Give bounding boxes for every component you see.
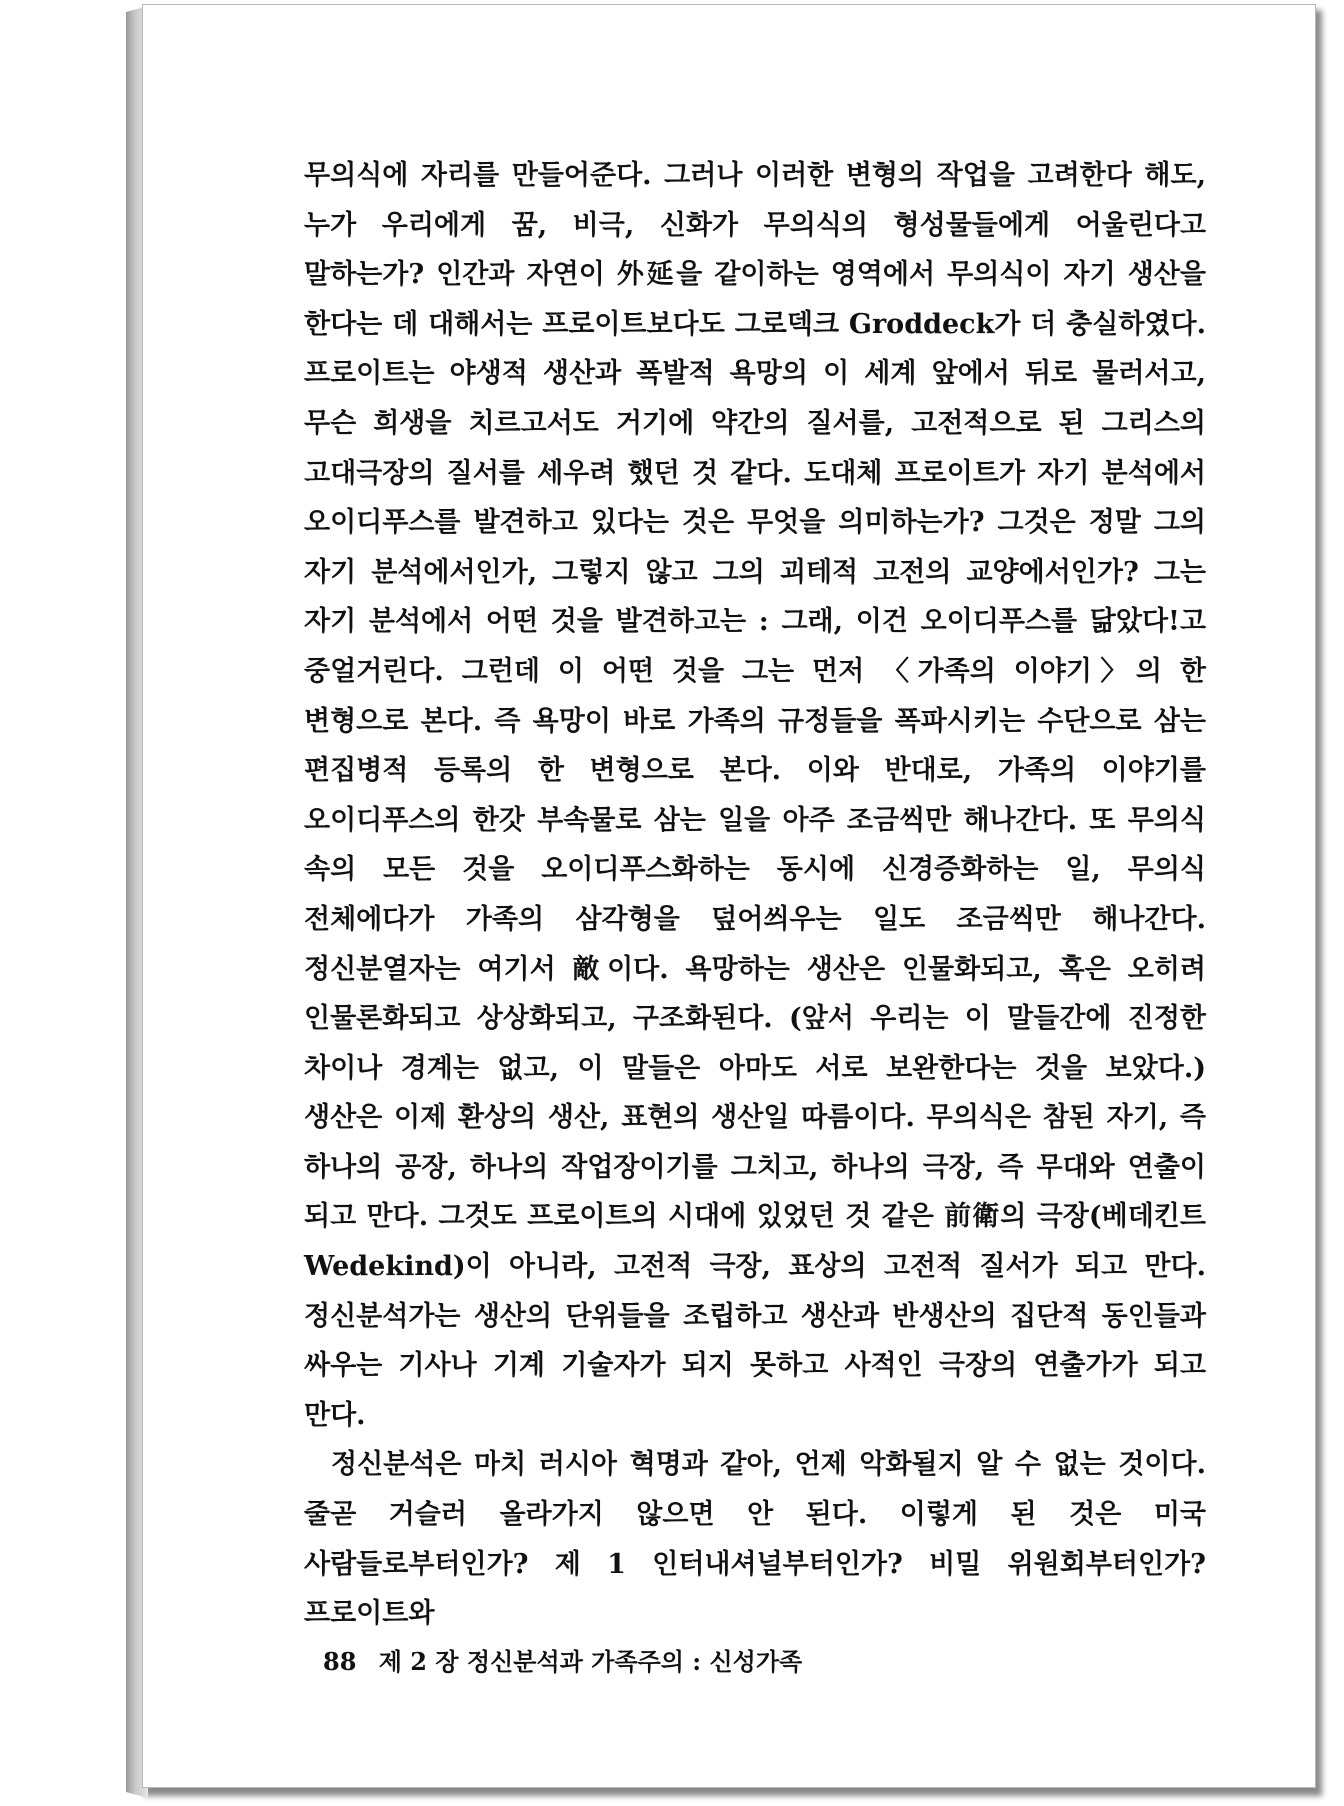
page-number: 88: [323, 1647, 357, 1676]
running-title: 제 2 장 정신분석과 가족주의 : 신성가족: [378, 1647, 803, 1676]
paragraph-1: 무의식에 자리를 만들어준다. 그러나 이러한 변형의 작업을 고려한다 해도, 누가 우리에게 꿈, 비극, 신화가 무의식의 형성물들에게 어울린다고 말하는가? 인간과 자연이 外延을 같이하는 영역에서 무의식이 자기 생산을 한다는 데 대해서는 프로이트보다도 그로덱크 Groddeck가 더 충실하였다. 프로이트는 야생적 생산과 폭발적 욕망의 이 세계 앞에서 뒤로 물러서고, 무슨 희생을 치르고서도 거기에 약간의 질서를, 고전적으로 된 그리스의 고대극장의 질서를 세우려 했던 것 같다. 도대체 프로이트가 자기 분석에서 오이디푸스를 발견하고 있다는 것은 무엇을 의미하는가? 그것은 정말 그의 자기 분석에서인가, 그렇지 않고 그의 괴테적 고전의 교양에서인가? 그는 자기 분석에서 어떤 것을 발견하고는 : 그래, 이건 오이디푸스를 닮았다!고 중얼거린다. 그런데 이 어떤 것을 그는 먼저 〈가족의 이야기〉의 한 변형으로 본다. 즉 욕망이 바로 가족의 규정들을 폭파시키는 수단으로 삼는 편집병적 등록의 한 변형으로 본다. 이와 반대로, 가족의 이야기를 오이디푸스의 한갓 부속물로 삼는 일을 아주 조금씩만 해나간다. 또 무의식 속의 모든 것을 오이디푸스화하는 동시에 신경증화하는 일, 무의식 전체에다가 가족의 삼각형을 덮어씌우는 일도 조금씩만 해나간다. 정신분열자는 여기서 敵이다. 욕망하는 생산은 인물화되고, 혹은 오히려 인물론화되고 상상화되고, 구조화된다. (앞서 우리는 이 말들간에 진정한 차이나 경계는 없고, 이 말들은 아마도 서로 보완한다는 것을 보았다.) 생산은 이제 환상의 생산, 표현의 생산일 따름이다. 무의식은 참된 자기, 즉 하나의 공장, 하나의 작업장이기를 그치고, 하나의 극장, 즉 무대와 연출이 되고 만다. 그것도 프로이트의 시대에 있었던 것 같은 前衛의 극장(베데킨트 Wedekind)이 아니라, 고전적 극장, 표상의 고전적 질서가 되고 만다. 정신분석가는 생산의 단위들을 조립하고 생산과 반생산의 집단적 동인들과 싸우는 기사나 기계 기술자가 되지 못하고 사적인 극장의 연출가가 되고 만다.: [304, 160, 1206, 1431]
paragraph-2: 정신분석은 마치 러시아 혁명과 같아, 언제 악화될지 알 수 없는 것이다. 줄곧 거슬러 올라가지 않으면 안 된다. 이렇게 된 것은 미국 사람들로부터인가? 제 1 인터내셔널부터인가? 비밀 위원회부터인가? 프로이트와: [304, 1449, 1206, 1630]
page-footer: [323, 1642, 802, 1677]
body-text: [304, 151, 1206, 1639]
book-page: [142, 4, 1316, 1788]
